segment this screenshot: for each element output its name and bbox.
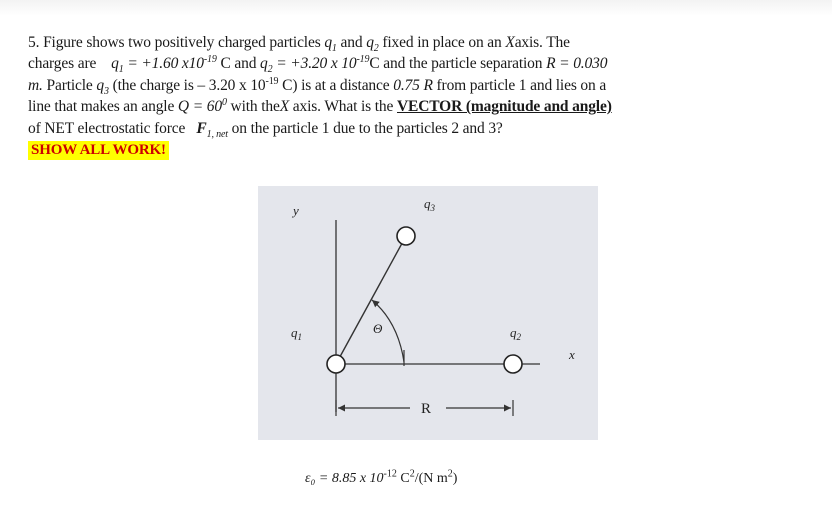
text: on the particle 1 due to the particles 2 and 3? <box>231 119 503 137</box>
q1-label: $q_1$ <box>291 325 302 342</box>
unit-m: m. <box>28 76 43 94</box>
r-symbol: R <box>546 55 556 73</box>
text: with the <box>230 98 280 116</box>
text: axis. The <box>514 34 570 51</box>
text: line that makes an angle <box>28 98 175 116</box>
r-value: = 0.030 <box>559 55 608 73</box>
text: charges are <box>28 55 97 73</box>
constant-text: ε₀ = 8.85 x 10 <box>305 471 384 486</box>
constant-unit: ) <box>452 471 458 486</box>
q1-symbol: $q_1$ <box>324 34 337 55</box>
vector-label: VECTOR (magnitude and angle) <box>397 98 612 116</box>
permittivity-constant <box>305 468 458 487</box>
show-all-work-label: SHOW ALL WORK! <box>28 141 169 160</box>
q2-label: $q_2$ <box>510 325 521 342</box>
text: C and the particle separation <box>369 55 543 73</box>
text: Particle <box>46 76 93 94</box>
constant-unit: /(N m <box>414 471 448 486</box>
distance-value: 0.75 R <box>393 76 433 94</box>
q2-symbol: $q_2$ <box>260 55 273 76</box>
q1-value: = +1.60 $x10^{-19}$ <box>127 54 217 73</box>
q3-particle <box>397 227 415 245</box>
constant-unit-exp: 2 <box>409 468 415 480</box>
text: C) is at a distance <box>282 76 390 94</box>
q3-label: $q_3$ <box>424 196 435 213</box>
constant-unit: C <box>400 471 410 486</box>
text: axis. What is the <box>292 98 394 116</box>
text: C and <box>220 55 257 73</box>
problem-number: 5. <box>28 34 40 51</box>
angle-value: = $60^0$ <box>192 97 227 116</box>
text: fixed in place on an <box>382 34 502 51</box>
theta-label: Θ <box>373 321 383 336</box>
y-axis-label: y <box>293 203 299 218</box>
q2-value: = +3.20 x $10^{-19}$ <box>276 54 370 73</box>
x-axis-var: X <box>505 34 515 51</box>
constant-exp: -12 <box>383 468 397 480</box>
text: Figure shows two positively charged particles <box>43 34 321 51</box>
q3-symbol: $q_3$ <box>96 76 109 97</box>
text: of NET electrostatic force <box>28 119 186 137</box>
q2-particle <box>504 355 522 373</box>
x-axis-label: x <box>569 347 575 362</box>
constant-unit-exp: 2 <box>447 468 453 480</box>
q1-symbol: $q_1$ <box>111 55 124 76</box>
q2-symbol: $q_2$ <box>366 34 379 55</box>
x-axis-var: X <box>279 98 290 116</box>
q1-particle <box>327 355 345 373</box>
r-label: R <box>421 401 432 417</box>
angle-symbol: Q <box>177 98 189 116</box>
f-net-symbol: $F_{1, net}$ <box>196 119 228 140</box>
q3-value: (the charge is – 3.20 x $10^{-19}$ <box>112 75 279 94</box>
text: and <box>340 34 363 51</box>
text: from particle 1 and lies on a <box>436 76 607 94</box>
